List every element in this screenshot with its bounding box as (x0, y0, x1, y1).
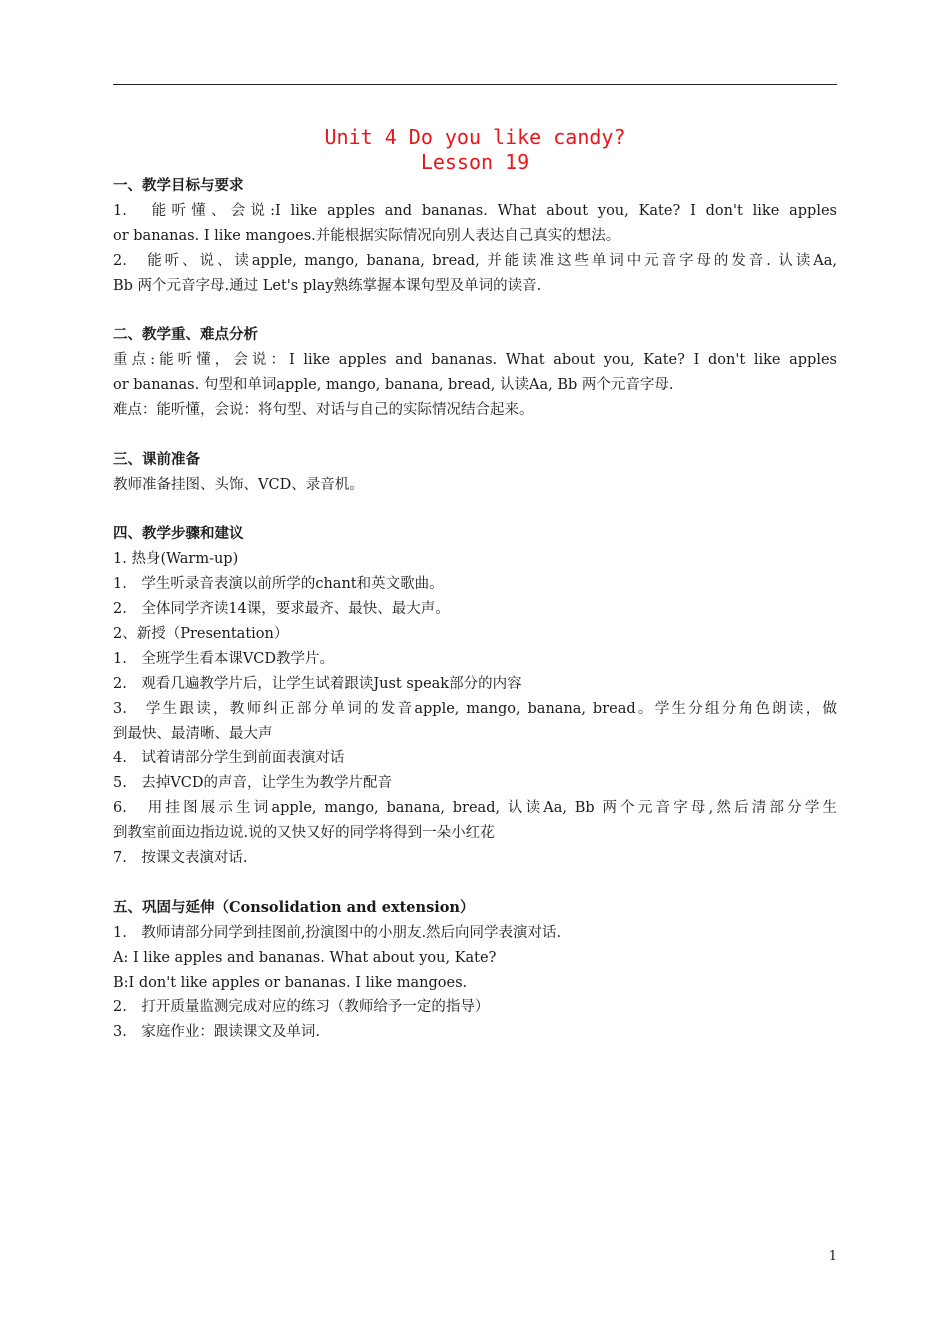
preparation-line: 教师准备挂图、头饰、VCD、录音机。 (113, 476, 364, 493)
step-line: 4. 试着请部分学生到前面表演对话 (113, 750, 345, 767)
section-heading-steps: 四、教学步骤和建议 (113, 525, 244, 543)
section-heading-preparation: 三、课前准备 (113, 450, 200, 468)
step-line: 到教室前面边指边说.说的又快又好的同学将得到一朵小红花 (113, 825, 495, 842)
step-line: 2. 观看几遍教学片后，让学生试着跟读Just speak部分的内容 (113, 675, 522, 692)
document-body (113, 174, 837, 1045)
step-line: 2、新授（Presentation） (113, 626, 289, 643)
step-line: 1. 学生听录音表演以前所学的chant和英文歌曲。 (113, 576, 444, 593)
step-line: 到最快、最清晰、最大声 (113, 725, 273, 742)
section-heading-objectives: 一、教学目标与要求 (113, 177, 244, 194)
step-line: 1. 热身(Warm-up) (113, 551, 239, 568)
paragraph-spacer (113, 423, 837, 448)
difficult-point-line: 难点：能听懂，会说：将句型、对话与自己的实际情况结合起来。 (113, 402, 534, 419)
paragraph-spacer (113, 871, 837, 896)
dialogue-line-b: B:I don't like apples or bananas. I like mangoes. (113, 974, 468, 991)
step-line: 2. 全体同学齐读14课，要求最齐、最快、最大声。 (113, 601, 450, 618)
header-rule (113, 84, 837, 85)
step-line: 1. 全班学生看本课VCD教学片。 (113, 650, 335, 667)
document-title: Unit 4 Do you like candy? (324, 125, 626, 149)
objective-line: or bananas. I like mangoes.并能根据实际情况向别人表达自己真实的想法。 (113, 227, 621, 244)
consolidation-line: 3. 家庭作业：跟读课文及单词. (113, 1024, 320, 1041)
page-number: 1 (828, 1249, 837, 1264)
step-line: 6. 用挂图展示生词apple, mango, banana, bread, 认读Aa, Bb 两个元音字母,然后清部分学生 (113, 800, 837, 817)
dialogue-line-a: A: I like apples and bananas. What about you, Kate? (113, 949, 497, 966)
lesson-subtitle: Lesson 19 (420, 150, 530, 174)
section-heading-consolidation: 五、巩固与延伸（Consolidation and extension） (113, 898, 475, 916)
step-line: 5. 去掉VCD的声音，让学生为教学片配音 (113, 775, 393, 792)
consolidation-line: 1. 教师请部分同学到挂图前,扮演图中的小朋友.然后向同学表演对话. (113, 924, 562, 941)
key-point-line: 重点:能听懂，会说：I like apples and bananas. What about you, Kate? I don't like apples (113, 352, 837, 369)
objective-line: 2. 能听、说、读apple, mango, banana, bread, 并能读准这些单词中元音字母的发音. 认读Aa, (113, 252, 837, 269)
key-point-line: or bananas. 句型和单词apple, mango, banana, bread, 认读Aa, Bb 两个元音字母. (113, 377, 674, 394)
objective-line: Bb 两个元音字母.通过 Let's play熟练掌握本课句型及单词的读音. (113, 277, 542, 294)
step-line: 7. 按课文表演对话. (113, 850, 248, 867)
paragraph-spacer (113, 298, 837, 323)
objective-line: 1. 能听懂、会说:I like apples and bananas. What about you, Kate? I don't like apples (113, 202, 837, 219)
step-line: 3. 学生跟读，教师纠正部分单词的发音apple, mango, banana, bread。学生分组分角色朗读，做 (113, 700, 837, 717)
section-heading-key-points: 二、教学重、难点分析 (113, 326, 258, 344)
paragraph-spacer (113, 498, 837, 523)
consolidation-line: 2. 打开质量监测完成对应的练习（教师给予一定的指导） (113, 999, 490, 1016)
